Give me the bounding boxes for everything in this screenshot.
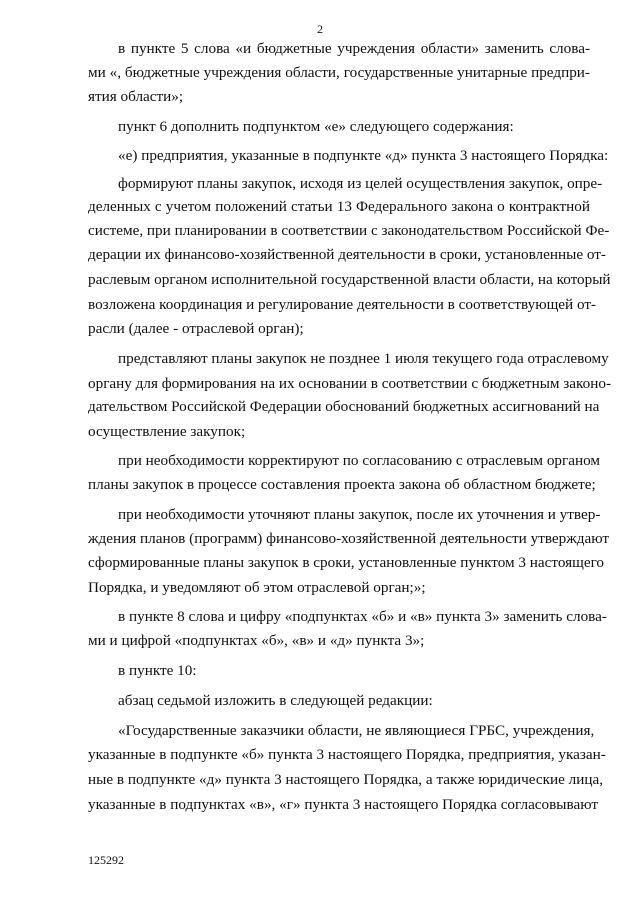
text-line: сформированные планы закупок в сроки, установленные пунктом 3 настоящего — [88, 554, 605, 571]
text-line: дерации их финансово-хозяйственной деятельности в сроки, установленные от- — [88, 246, 606, 263]
text-line: возложена координация и регулирование деятельности в соответствующей от- — [88, 296, 597, 313]
text-line: пункт 6 дополнить подпунктом «е» следующего содержания: — [118, 118, 514, 135]
text-line: ные в подпункте «д» пункта 3 настоящего Порядка, а также юридические лица, — [88, 771, 604, 788]
text-line: в пункте 8 слова и цифру «подпунктах «б» и «в» пункта 3» заменить слова- — [118, 608, 607, 625]
text-line: при необходимости корректируют по согласованию с отраслевым органом — [118, 452, 601, 469]
text-line: в пункте 10: — [118, 662, 197, 679]
text-line: представляют планы закупок не позднее 1 июля текущего года отраслевому — [118, 350, 609, 367]
text-line: в пункте 5 слова «и бюджетные учреждения области» заменить слова- — [118, 40, 590, 57]
page-number: 2 — [317, 22, 323, 36]
text-line: указанные в подпункте «б» пункта 3 настоящего Порядка, предприятия, указан- — [88, 746, 606, 763]
text-line: ми и цифрой «подпунктах «б», «в» и «д» пункта 3»; — [88, 632, 425, 649]
text-line: осуществление закупок; — [88, 423, 246, 440]
text-line: деленных с учетом положений статьи 13 Федерального закона о контрактной — [88, 198, 590, 215]
text-line: абзац седьмой изложить в следующей редакции: — [118, 692, 433, 709]
document-code: 125292 — [88, 853, 124, 867]
text-line: раслевым органом исполнительной государственной власти области, на который — [88, 271, 611, 288]
text-line: ми «, бюджетные учреждения области, государственные унитарные предпри- — [88, 64, 590, 81]
text-line: Порядка, и уведомляют об этом отраслевой орган;»; — [88, 579, 426, 596]
text-line: «е) предприятия, указанные в подпункте «д» пункта 3 настоящего Порядка: — [118, 147, 609, 164]
text-line: ятия области»; — [88, 88, 184, 105]
text-line: органу для формирования на их основании в соответствии с бюджетным законо- — [88, 375, 612, 392]
text-line: при необходимости уточняют планы закупок, после их уточнения и утвер- — [118, 506, 601, 523]
text-line: «Государственные заказчики области, не являющиеся ГРБС, учреждения, — [118, 722, 595, 739]
text-line: ждения планов (программ) финансово-хозяйственной деятельности утверждают — [88, 530, 609, 547]
text-line: планы закупок в процессе составления проекта закона об областном бюджете; — [88, 476, 596, 493]
text-line: системе, при планировании в соответствии с законодательством Российской Фе- — [88, 222, 610, 239]
text-line: указанные в подпунктах «в», «г» пункта 3 настоящего Порядка согласовывают — [88, 796, 599, 813]
text-line: дательством Российской Федерации обоснований бюджетных ассигнований на — [88, 398, 600, 415]
text-line: формируют планы закупок, исходя из целей осуществления закупок, опре- — [118, 175, 603, 192]
text-line: расли (далее - отраслевой орган); — [88, 320, 304, 337]
